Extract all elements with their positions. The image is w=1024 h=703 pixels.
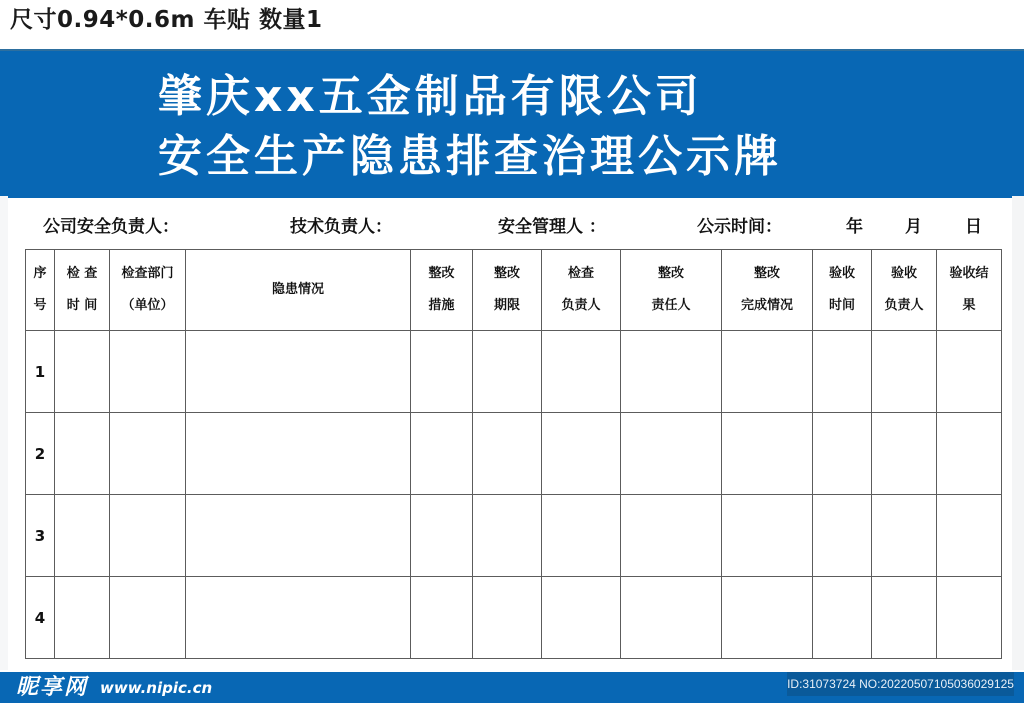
table-row (26, 331, 1002, 413)
col-header-inspector: 检查 负责人 (542, 250, 621, 331)
col-header-index: 序 号 (26, 250, 55, 331)
cell (621, 495, 722, 577)
cell (813, 495, 872, 577)
row-index: 2 (26, 413, 55, 495)
cell (55, 331, 110, 413)
cell (473, 495, 542, 577)
cell (937, 413, 1002, 495)
table-row (26, 495, 1002, 577)
cell (813, 577, 872, 659)
cell (55, 495, 110, 577)
cell (411, 331, 473, 413)
cell (411, 577, 473, 659)
cell (110, 495, 186, 577)
cell (872, 577, 937, 659)
cell (621, 577, 722, 659)
site-url-link[interactable]: www.nipic.cn (100, 679, 213, 697)
cell (937, 331, 1002, 413)
cell (55, 413, 110, 495)
col-header-rectifier: 整改 责任人 (621, 250, 722, 331)
cell (473, 577, 542, 659)
board-title: 安全生产隐患排查治理公示牌 (158, 131, 782, 182)
cell (872, 495, 937, 577)
company-safety-owner-label: 公司安全负责人： (43, 217, 179, 237)
cell (621, 413, 722, 495)
col-header-hazard: 隐患情况 (186, 250, 411, 331)
col-header-completion: 整改 完成情况 (722, 250, 813, 331)
cell (872, 413, 937, 495)
col-header-acceptance-owner: 验收 负责人 (872, 250, 937, 331)
col-header-acceptance-time: 验收 时间 (813, 250, 872, 331)
cell (542, 413, 621, 495)
month-label: 月 (905, 217, 922, 237)
row-index: 1 (26, 331, 55, 413)
title-banner (0, 49, 1024, 198)
cell (542, 495, 621, 577)
cell (473, 413, 542, 495)
left-margin (0, 196, 8, 670)
cell (872, 331, 937, 413)
site-logo: 昵享网 (16, 675, 89, 700)
responsible-persons-row (0, 212, 1024, 242)
safety-manager-label: 安全管理人 ： (498, 217, 606, 237)
right-margin (1012, 196, 1024, 670)
year-label: 年 (846, 217, 863, 237)
technical-owner-label: 技术负责人： (290, 217, 392, 237)
hazard-table (25, 249, 1002, 659)
table-row (26, 577, 1002, 659)
cell (411, 495, 473, 577)
col-header-inspection-time: 检 查 时 间 (55, 250, 110, 331)
cell (186, 413, 411, 495)
cell (55, 577, 110, 659)
publish-time-label: 公示时间： (697, 217, 782, 237)
day-label: 日 (965, 217, 982, 237)
size-spec-label: 尺寸0.94*0.6m 车贴 数量1 (10, 7, 323, 33)
cell (186, 495, 411, 577)
row-index: 3 (26, 495, 55, 577)
col-header-measures: 整改 措施 (411, 250, 473, 331)
table-header-row (26, 250, 1002, 331)
cell (813, 331, 872, 413)
cell (186, 331, 411, 413)
image-id-label: ID:31073724 NO:20220507105036029125 (787, 672, 1014, 696)
cell (110, 331, 186, 413)
table-row (26, 413, 1002, 495)
cell (542, 577, 621, 659)
cell (473, 331, 542, 413)
cell (542, 331, 621, 413)
cell (937, 495, 1002, 577)
cell (937, 577, 1002, 659)
cell (411, 413, 473, 495)
cell (722, 413, 813, 495)
col-header-deadline: 整改 期限 (473, 250, 542, 331)
cell (722, 577, 813, 659)
cell (621, 331, 722, 413)
cell (722, 495, 813, 577)
company-name-title: 肇庆xx五金制品有限公司 (158, 71, 703, 122)
cell (186, 577, 411, 659)
col-header-acceptance-result: 验收结 果 (937, 250, 1002, 331)
watermark-footer (0, 672, 1024, 703)
row-index: 4 (26, 577, 55, 659)
cell (813, 413, 872, 495)
cell (110, 577, 186, 659)
col-header-inspection-dept: 检查部门 （单位） (110, 250, 186, 331)
cell (722, 331, 813, 413)
cell (110, 413, 186, 495)
